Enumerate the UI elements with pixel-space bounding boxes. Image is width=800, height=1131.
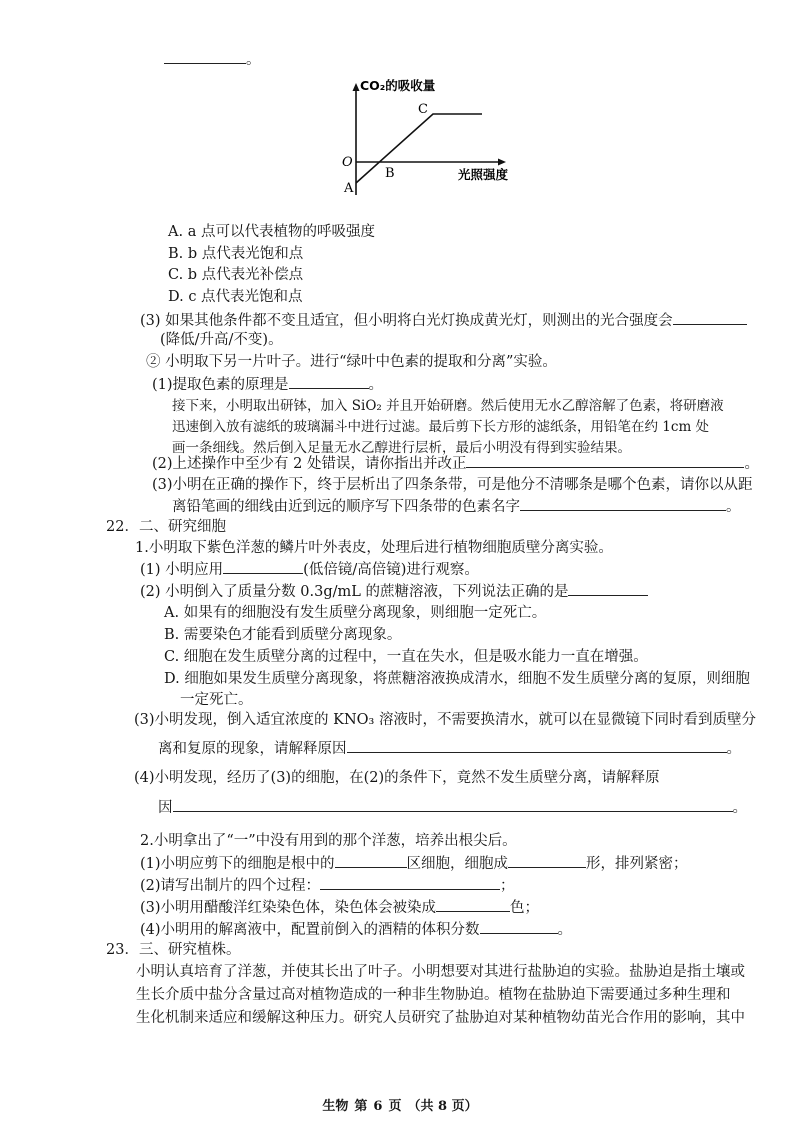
question-3-text: (3) 如果其他条件都不变且适宜，但小明将白光灯换成黄光灯，则测出的光合强度会 (140, 313, 673, 329)
x-axis-arrow (498, 159, 506, 166)
part2-q3-line-2 (172, 496, 741, 517)
point-c-label: C (418, 102, 428, 117)
q22-part2-q1-mid: 区细胞，细胞成 (406, 856, 509, 872)
co2-light-graph (330, 75, 530, 204)
q23-paragraph-line-2: 生长介质中盐分含量过高对植物造成的一种非生物胁迫。植物在盐胁迫下需要通过多种生理和 (136, 987, 731, 1003)
point-b-label: B (385, 166, 395, 181)
q22-option-d: D. 细胞如果发生质壁分离现象，将蔗糖溶液换成清水，细胞不发生质壁分离的复原，则细胞 (164, 671, 750, 687)
answer-blank[interactable] (173, 797, 733, 812)
x-axis-label: 光照强度 (458, 167, 509, 182)
footer-total: （共 8 页） (407, 1099, 478, 1114)
part2-q2-tail: 。 (744, 456, 759, 472)
q22-q1-tail: (低倍镜/高倍镜)进行观察。 (303, 562, 479, 578)
q22-part2-q4-tail: 。 (557, 922, 573, 938)
answer-blank[interactable] (289, 374, 369, 389)
q22-q3-line-1: (3)小明发现，倒入适宜浓度的 KNO₃ 溶液时，不需要换清水，就可以在显微镜下同时看到质壁分 (134, 712, 756, 728)
q22-q2 (140, 581, 648, 602)
q22-part2-intro: 2.小明拿出了“一”中没有用到的那个洋葱，培养出根尖后。 (140, 833, 517, 849)
y-axis-label: CO₂的吸收量 (360, 78, 436, 93)
footer-subject: 生物 (322, 1099, 349, 1114)
q22-part2-q2-tail: ； (500, 878, 515, 894)
q22-intro: 1.小明取下紫色洋葱的鳞片叶外表皮，处理后进行植物细胞质壁分离实验。 (135, 540, 613, 556)
q22-q1 (140, 559, 479, 580)
part2-q3-tail: 。 (726, 499, 741, 515)
q22-q3-tail: 。 (726, 741, 741, 757)
option-b: B. b 点代表光饱和点 (168, 246, 304, 262)
footer-di: 第 (354, 1099, 368, 1114)
q22-option-d-cont: 一定死亡。 (180, 692, 253, 708)
q22-q1-text: (1) 小明应用 (140, 562, 224, 578)
part2-q1-tail: 。 (368, 377, 384, 393)
point-a-label: A (344, 181, 354, 196)
top-line-tail: 。 (246, 52, 261, 68)
q22-q4-text: 因 (158, 800, 173, 816)
y-axis-arrow (353, 83, 360, 91)
part2-q2 (152, 453, 759, 474)
procedure-line-3: 画一条细线。然后倒入足量无水乙醇进行层析，最后小明没有得到实验结果。 (172, 440, 631, 456)
footer-page-number: 6 (373, 1099, 383, 1114)
option-d: D. c 点代表光饱和点 (168, 289, 303, 305)
q22-part2-q1-tail: 形，排列紧密； (586, 856, 688, 872)
answer-blank[interactable] (164, 49, 246, 64)
answer-blank[interactable] (480, 919, 558, 934)
q22-part2-q2 (140, 875, 515, 896)
q22-option-a: A. 如果有的细胞没有发生质壁分离现象，则细胞一定死亡。 (164, 605, 547, 621)
answer-blank[interactable] (673, 310, 747, 325)
q22-part2-q3-text: (3)小明用醋酸洋红染染色体，染色体会被染成 (140, 900, 437, 916)
answer-blank[interactable] (436, 897, 510, 912)
q22-q3-line-2 (158, 738, 741, 759)
answer-blank[interactable] (466, 453, 744, 468)
q22-part2-q3-tail: 色； (510, 900, 540, 916)
option-c: C. b 点代表光补偿点 (168, 267, 304, 283)
answer-blank[interactable] (335, 853, 407, 868)
part2-q2-text: (2)上述操作中至少有 2 处错误，请你指出并改正 (152, 456, 467, 472)
part2-q1-text: (1)提取色素的原理是 (152, 377, 289, 393)
q22-q4-line-1: (4)小明发现，经历了(3)的细胞，在(2)的条件下，竟然不发生质壁分离，请解释原 (134, 770, 660, 786)
question-3-note: (降低/升高/不变)。 (160, 332, 283, 348)
answer-blank[interactable] (520, 496, 726, 511)
procedure-line-2: 迅速倒入放有滤纸的玻璃漏斗中进行过滤。最后剪下长方形的滤纸条，用铅笔在约 1cm 处 (172, 419, 710, 435)
part2-q3-line-1: (3)小明在正确的操作下，终于层析出了四条条带，可是他分不清哪条是哪个色素，请你以从距 (152, 477, 753, 493)
option-a: A. a 点可以代表植物的呼吸强度 (168, 224, 375, 240)
answer-blank[interactable] (508, 853, 586, 868)
procedure-line-1: 接下来，小明取出研钵，加入 SiO₂ 并且开始研磨。然后使用无水乙醇溶解了色素，将研磨液 (172, 398, 724, 414)
q22-part2-q4-text: (4)小明用的解离液中，配置前倒入的酒精的体积分数 (140, 922, 480, 938)
page-footer (0, 1095, 800, 1114)
q22-q4-tail: 。 (732, 800, 747, 816)
q22-part2-q2-text: (2)请写出制片的四个过程： (140, 878, 321, 894)
q22-part2-q3 (140, 897, 539, 918)
answer-blank[interactable] (320, 875, 500, 890)
q22-part2-q1 (140, 853, 688, 874)
q22-part2-q1-text: (1)小明应剪下的细胞是根中的 (140, 856, 335, 872)
q23-title: 23．三、研究植株。 (106, 942, 241, 958)
q22-option-b: B. 需要染色才能看到质壁分离现象。 (164, 627, 402, 643)
answer-blank[interactable] (223, 559, 303, 574)
q22-q2-text: (2) 小明倒入了质量分数 0.3g/mL 的蔗糖溶液，下列说法正确的是 (140, 584, 569, 600)
top-answer-line (164, 49, 261, 70)
part2-q3-text: 离铅笔画的细线由近到远的顺序写下四条带的色素名字 (172, 499, 520, 515)
q22-q3-text: 离和复原的现象，请解释原因 (158, 741, 347, 757)
q23-paragraph-line-1: 小明认真培育了洋葱，并使其长出了叶子。小明想要对其进行盐胁迫的实验。盐胁迫是指土壤或 (136, 964, 745, 980)
question-3 (140, 310, 747, 331)
q23-paragraph-line-3: 生化机制来适应和缓解这种压力。研究人员研究了盐胁迫对某种植物幼苗光合作用的影响，其中 (136, 1010, 745, 1026)
part2-q1 (152, 374, 383, 395)
part2-intro: ② 小明取下另一片叶子。进行“绿叶中色素的提取和分离”实验。 (146, 354, 557, 370)
q22-title: 22．二、研究细胞 (106, 519, 226, 535)
origin-label: O (342, 155, 353, 170)
footer-ye: 页 (388, 1099, 402, 1114)
q22-part2-q4 (140, 919, 572, 940)
answer-blank[interactable] (347, 738, 727, 753)
q22-option-c: C. 细胞在发生质壁分离的过程中，一直在失水，但是吸水能力一直在增强。 (164, 649, 648, 665)
q22-q4-line-2 (158, 797, 747, 818)
answer-blank[interactable] (568, 581, 648, 596)
